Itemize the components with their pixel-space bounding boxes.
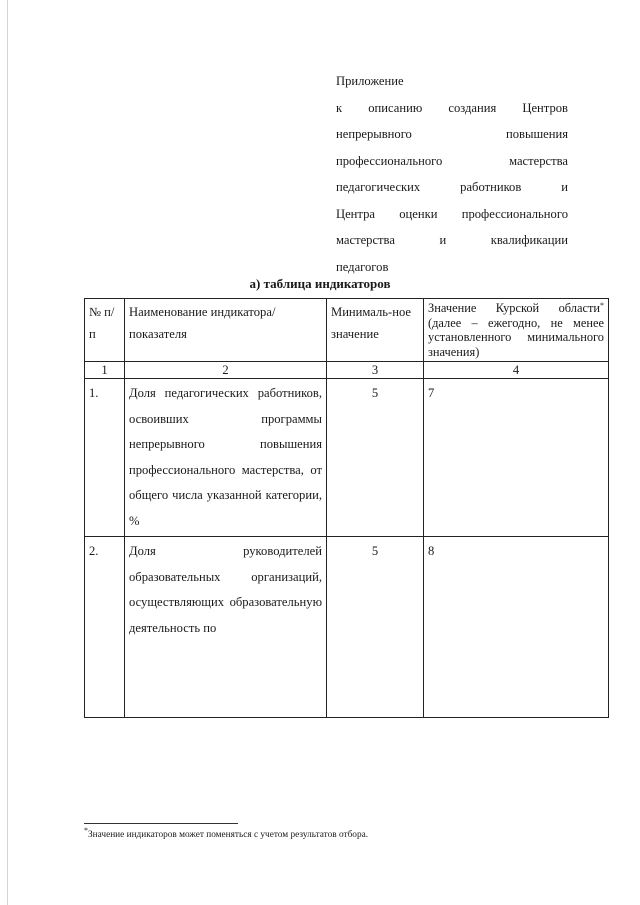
header-value xyxy=(424,299,609,362)
indicator-region-value: 7 xyxy=(424,379,609,537)
header-value-note: (далее – ежегодно, не менее установленного минимального значения) xyxy=(428,315,604,359)
column-number: 4 xyxy=(424,362,609,379)
footnote xyxy=(84,826,369,841)
column-number-row xyxy=(85,362,609,379)
appendix-line: к описанию создания Центров xyxy=(336,100,568,115)
appendix-line: Центра оценки профессионального xyxy=(336,206,568,221)
table-row xyxy=(85,379,609,537)
table-title: а) таблица индикаторов xyxy=(249,276,391,291)
header-name: Наименование индикатора/показателя xyxy=(125,299,327,362)
appendix-line: педагогов xyxy=(336,259,389,274)
header-min: Минималь-ное значение xyxy=(327,299,424,362)
indicator-name: Доля педагогических работников, освоивших программы непрерывного повышения профессионального мастерства, от общего числа указанной категории, % xyxy=(125,379,327,537)
row-number: 1. xyxy=(85,379,125,537)
column-number: 1 xyxy=(85,362,125,379)
indicator-min-value: 5 xyxy=(327,379,424,537)
indicator-min-value: 5 xyxy=(327,537,424,718)
appendix-line: непрерывного повышения xyxy=(336,127,568,141)
column-number: 2 xyxy=(125,362,327,379)
footnote-text: Значение индикаторов может поменяться с учетом результатов отбора. xyxy=(88,830,369,840)
appendix-line: мастерства и квалификации xyxy=(336,233,568,247)
indicators-table xyxy=(84,298,609,718)
indicator-name: Доля руководителей образовательных организаций, осуществляющих образовательную деятельность по xyxy=(125,537,327,718)
scan-edge-line xyxy=(7,0,8,905)
appendix-line: Приложение xyxy=(336,74,404,88)
column-number: 3 xyxy=(327,362,424,379)
footnote-separator xyxy=(84,823,238,824)
footnote-mark: * xyxy=(84,826,88,835)
header-number: № п/п xyxy=(85,299,125,362)
indicator-region-value: 8 xyxy=(424,537,609,718)
footnote-mark: * xyxy=(600,301,604,310)
table-row xyxy=(85,537,609,718)
appendix-header xyxy=(336,68,568,280)
row-number: 2. xyxy=(85,537,125,718)
appendix-line: профессионального мастерства xyxy=(336,153,568,168)
header-value-label: Значение Курской области xyxy=(428,301,600,315)
table-header-row xyxy=(85,299,609,362)
appendix-line: педагогических работников и xyxy=(336,180,568,194)
